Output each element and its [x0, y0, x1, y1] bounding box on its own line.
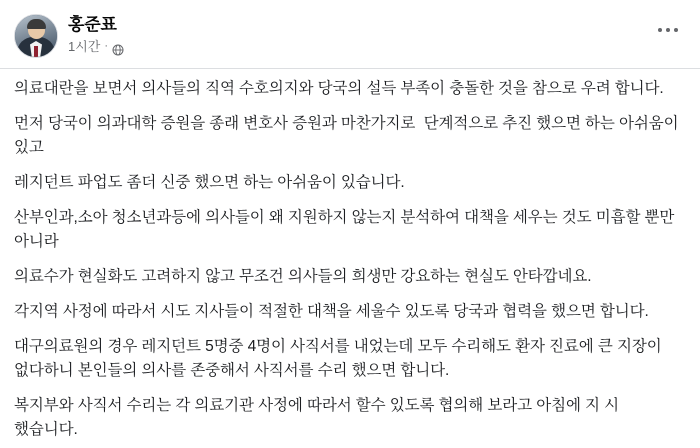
post-body	[14, 77, 686, 442]
meta-separator: ·	[104, 40, 109, 52]
globe-icon	[112, 43, 124, 55]
menu-dot	[666, 28, 670, 32]
post-timestamp[interactable]: 1시간	[68, 39, 101, 54]
post-paragraph: 산부인과,소아 청소년과등에 의사들이 왜 지원하지 않는지 분석하여 대책을 세우는 것도 미흡할 뿐만 아니라	[14, 209, 679, 250]
post-paragraph: 레지던트 파업도 좀더 신중 했으면 하는 아쉬움이 있습니다.	[14, 174, 405, 191]
post-paragraph: 각지역 사정에 따라서 시도 지사들이 적절한 대책을 세울수 있도록 당국과 협력을 했으면 합니다.	[14, 303, 649, 320]
more-options-icon[interactable]	[652, 20, 684, 40]
post-paragraph: 대구의료원의 경우 레지던트 5명중 4명이 사직서를 내었는데 모두 수리해도 환자 진료에 큰 지장이 없다하니 본인들의 의사를 존중해서 사직서를 수리 했으면 합니다.	[14, 338, 666, 379]
menu-dot	[658, 28, 662, 32]
post-paragraph: 의료대란을 보면서 의사들의 직역 수호의지와 당국의 설득 부족이 충돌한 것을 참으로 우려 합니다.	[14, 80, 664, 97]
avatar-tie	[34, 46, 38, 57]
post-paragraph: 복지부와 사직서 수리는 각 의료기관 사정에 따라서 할수 있도록 협의해 보라고 아침에 지 시 했습니다.	[14, 397, 624, 438]
post-meta	[68, 38, 124, 55]
post-paragraph: 먼저 당국이 의과대학 증원을 종래 변호사 증원과 마찬가지로 단계적으로 추진 했으면 하는 아쉬움이 있고	[14, 115, 683, 156]
menu-dot	[674, 28, 678, 32]
post-header	[14, 12, 686, 68]
avatar-hair	[27, 19, 46, 29]
post-paragraph: 의료수가 현실화도 고려하지 않고 무조건 의사들의 희생만 강요하는 현실도 안타깝네요.	[14, 268, 592, 285]
post-author-block	[68, 14, 124, 55]
post-author-name[interactable]: 홍준표	[68, 15, 117, 34]
avatar[interactable]	[14, 14, 58, 58]
header-divider	[0, 68, 700, 69]
